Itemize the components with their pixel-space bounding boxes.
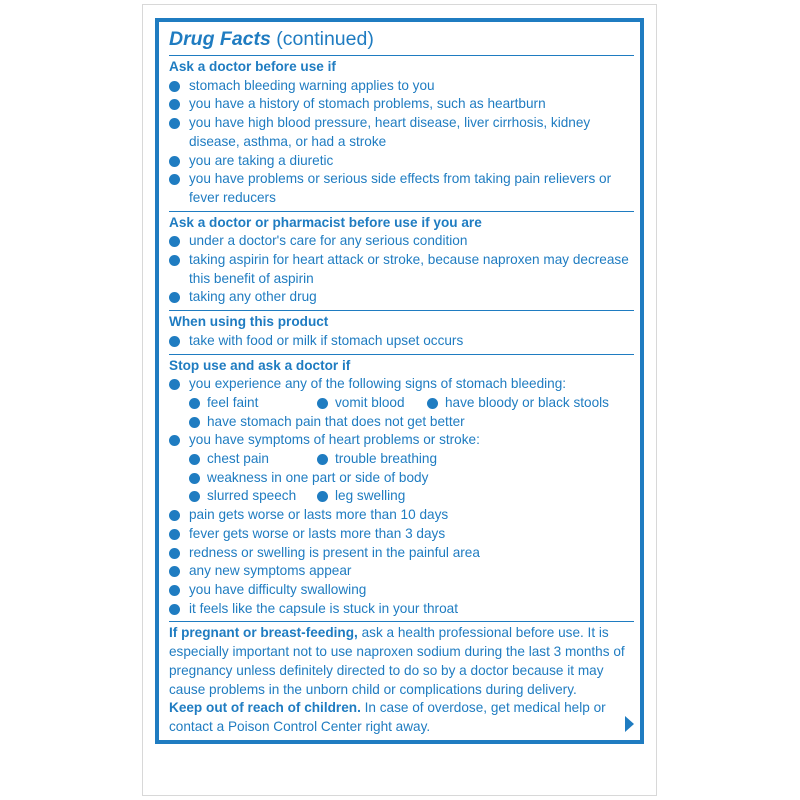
stop-use-heading: Stop use and ask a doctor if [169,357,351,373]
ask-doctor-heading: Ask a doctor before use if [169,59,336,74]
sub-item: feel faint [189,394,317,413]
warnings-section [169,621,634,736]
list-item: stomach bleeding warning applies to you [169,77,634,96]
list-item: you are taking a diuretic [169,152,634,171]
ask-doctor-section [169,55,634,211]
heart-signs-row [169,469,634,488]
drug-facts-panel [155,18,644,744]
pregnancy-warning [169,624,634,699]
sub-item: chest pain [189,450,317,469]
pregnancy-bold: If pregnant or breast-feeding, [169,625,358,641]
children-warning [169,699,634,736]
heart-signs-row [169,450,634,469]
sub-item: leg swelling [317,487,405,506]
list-item: you have high blood pressure, heart disease, liver cirrhosis, kidney disease, asthma, or had a stroke [169,114,634,151]
sub-item: have stomach pain that does not get better [189,413,465,432]
children-text: In case of overdose, get medical help or contact a Poison Control Center right away. [169,700,606,734]
continue-arrow-icon [625,716,634,732]
list-item: you have a history of stomach problems, such as heartburn [169,95,634,114]
sub-item: weakness in one part or side of body [189,469,428,488]
list-item: any new symptoms appear [169,562,634,581]
list-item: taking any other drug [169,288,634,307]
stop-use-section [169,354,634,622]
list-item: you have symptoms of heart problems or stroke: [169,431,634,450]
sub-item: trouble breathing [317,450,437,469]
panel-title [169,27,634,55]
list-item: redness or swelling is present in the painful area [169,544,634,563]
sub-item: vomit blood [317,394,427,413]
list-item: take with food or milk if stomach upset occurs [169,332,634,351]
list-item: taking aspirin for heart attack or stroke, because naproxen may decrease this benefit of aspirin [169,251,634,288]
title-continued: (continued) [276,28,374,50]
children-bold: Keep out of reach of children. [169,700,361,716]
when-using-heading: When using this product [169,314,329,330]
ask-pharmacist-heading: Ask a doctor or pharmacist before use if you are [169,214,482,230]
sub-item: have bloody or black stools [427,394,609,413]
heart-signs-row [169,487,634,506]
title-bold: Drug Facts [169,28,271,50]
sub-item: slurred speech [189,487,317,506]
ask-pharmacist-section [169,211,634,311]
bleeding-signs-row [169,413,634,432]
list-item: it feels like the capsule is stuck in your throat [169,600,634,619]
when-using-section [169,310,634,353]
pregnancy-text: ask a health professional before use. It is especially important not to use naproxen sodium during the last 3 months of pregnancy unless definitely directed to do so by a doctor because it may cause problems in the unborn child or complications during delivery. [169,625,625,697]
bleeding-signs-row [169,394,634,413]
list-item: you have problems or serious side effects from taking pain relievers or fever reducers [169,170,634,207]
list-item: you have difficulty swallowing [169,581,634,600]
list-item: under a doctor's care for any serious condition [169,232,634,251]
list-item: fever gets worse or lasts more than 3 days [169,525,634,544]
list-item: you experience any of the following signs of stomach bleeding: [169,375,634,394]
list-item: pain gets worse or lasts more than 10 days [169,506,634,525]
